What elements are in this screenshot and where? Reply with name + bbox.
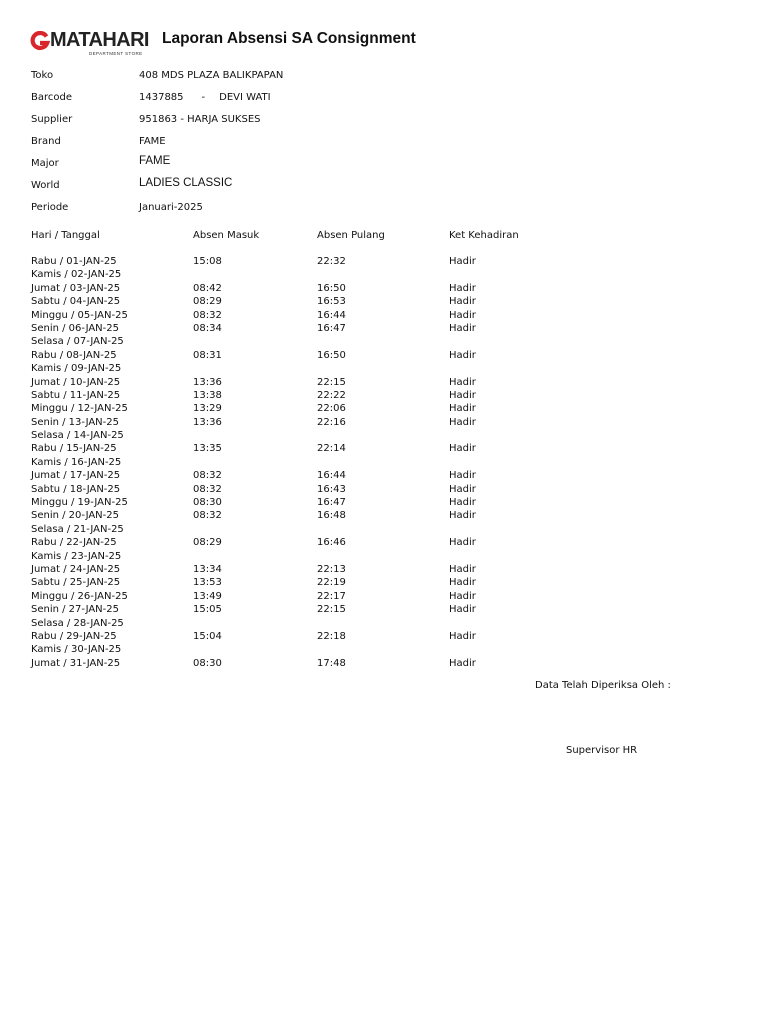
row-check-out: 16:50: [317, 282, 346, 294]
table-row: [31, 643, 731, 656]
info-value-barcode: [139, 92, 271, 103]
row-check-out: 16:50: [317, 349, 346, 361]
row-check-in: 15:04: [193, 630, 222, 642]
row-status: Hadir: [449, 577, 476, 589]
row-date: Rabu / 01-JAN-25: [31, 256, 117, 267]
row-check-in: 08:30: [193, 497, 222, 509]
row-check-in: 13:29: [193, 403, 222, 415]
row-check-in: 13:34: [193, 563, 222, 575]
row-check-out: 16:43: [317, 483, 346, 495]
row-status: Hadir: [449, 563, 476, 575]
row-check-in: 13:38: [193, 389, 222, 401]
row-check-out: 16:47: [317, 322, 346, 334]
row-status: Hadir: [449, 416, 476, 428]
row-check-out: 22:18: [317, 630, 346, 642]
row-status: Hadir: [449, 510, 476, 522]
row-status: Hadir: [449, 296, 476, 308]
table-row: [31, 496, 731, 509]
row-check-out: 22:19: [317, 577, 346, 589]
table-row: [31, 376, 731, 389]
row-status: Hadir: [449, 657, 476, 669]
row-status: Hadir: [449, 403, 476, 415]
table-row: [31, 509, 731, 522]
row-date: Senin / 20-JAN-25: [31, 510, 119, 522]
info-label: World: [31, 180, 60, 191]
row-check-out: 16:53: [317, 296, 346, 308]
report-header: [30, 26, 730, 60]
row-date: Selasa / 14-JAN-25: [31, 430, 124, 442]
row-date: Kamis / 09-JAN-25: [31, 363, 122, 375]
row-check-out: 22:32: [317, 256, 346, 267]
row-status: Hadir: [449, 309, 476, 321]
row-status: Hadir: [449, 389, 476, 401]
row-date: Jumat / 03-JAN-25: [31, 282, 121, 294]
table-row: [31, 389, 731, 402]
row-date: Sabtu / 18-JAN-25: [31, 483, 121, 495]
row-check-in: 08:32: [193, 510, 222, 522]
logo-subtext: DEPARTMENT STORE: [89, 51, 143, 56]
table-row: [31, 456, 731, 469]
table-row: [31, 550, 731, 563]
row-status: Hadir: [449, 590, 476, 602]
table-row: [31, 523, 731, 536]
row-check-in: 13:49: [193, 590, 222, 602]
row-date: Rabu / 08-JAN-25: [31, 349, 117, 361]
table-row: [31, 483, 731, 496]
info-label: Barcode: [31, 92, 72, 103]
row-status: Hadir: [449, 470, 476, 482]
row-status: Hadir: [449, 256, 476, 267]
info-label: Supplier: [31, 114, 73, 125]
employee-name: DEVI WATI: [219, 92, 271, 103]
row-status: Hadir: [449, 282, 476, 294]
row-status: Hadir: [449, 497, 476, 509]
table-row: [31, 255, 731, 268]
attendance-table-body: [31, 255, 731, 670]
row-check-in: 13:35: [193, 443, 222, 455]
row-date: Kamis / 30-JAN-25: [31, 644, 122, 656]
header-status: Ket Kehadiran: [449, 230, 519, 241]
row-status: Hadir: [449, 537, 476, 549]
row-check-out: 16:44: [317, 470, 346, 482]
row-check-in: 08:32: [193, 483, 222, 495]
matahari-logo-icon: [30, 31, 50, 51]
row-date: Minggu / 12-JAN-25: [31, 403, 128, 415]
row-status: Hadir: [449, 443, 476, 455]
info-value: FAME: [139, 155, 171, 167]
table-row: [31, 402, 731, 415]
table-row: [31, 362, 731, 375]
table-row: [31, 536, 731, 549]
table-row: [31, 309, 731, 322]
logo-wordmark: MATAHARI: [50, 29, 149, 51]
row-date: Rabu / 15-JAN-25: [31, 443, 117, 455]
row-date: Jumat / 17-JAN-25: [31, 470, 121, 482]
header-date: Hari / Tanggal: [31, 230, 100, 241]
supervisor-signature-label: Supervisor HR: [566, 745, 638, 756]
table-row: [31, 657, 731, 670]
row-check-in: 08:31: [193, 349, 222, 361]
row-date: Minggu / 26-JAN-25: [31, 590, 128, 602]
table-row: [31, 429, 731, 442]
table-row: [31, 322, 731, 335]
row-check-in: 15:05: [193, 604, 222, 616]
row-check-in: 08:29: [193, 537, 222, 549]
row-check-out: 22:15: [317, 376, 346, 388]
info-label: Major: [31, 158, 59, 169]
row-check-out: 22:06: [317, 403, 346, 415]
barcode-separator: -: [201, 92, 206, 103]
row-date: Kamis / 23-JAN-25: [31, 550, 122, 562]
table-row: [31, 617, 731, 630]
header-check-in: Absen Masuk: [193, 230, 260, 241]
row-status: Hadir: [449, 322, 476, 334]
table-row: [31, 416, 731, 429]
row-date: Kamis / 16-JAN-25: [31, 456, 122, 468]
row-status: Hadir: [449, 349, 476, 361]
table-row: [31, 576, 731, 589]
row-check-in: 08:30: [193, 657, 222, 669]
row-check-out: 22:13: [317, 563, 346, 575]
row-check-in: 13:53: [193, 577, 222, 589]
table-row: [31, 268, 731, 281]
row-date: Selasa / 28-JAN-25: [31, 617, 124, 629]
info-value: 951863 - HARJA SUKSES: [139, 114, 261, 125]
info-label: Brand: [31, 136, 61, 147]
row-status: Hadir: [449, 376, 476, 388]
table-row: [31, 349, 731, 362]
row-date: Rabu / 29-JAN-25: [31, 630, 117, 642]
table-row: [31, 442, 731, 455]
row-check-in: 13:36: [193, 376, 222, 388]
matahari-logo: [30, 28, 150, 58]
row-date: Senin / 13-JAN-25: [31, 416, 119, 428]
row-status: Hadir: [449, 483, 476, 495]
row-check-in: 08:29: [193, 296, 222, 308]
table-row: [31, 282, 731, 295]
row-date: Senin / 06-JAN-25: [31, 322, 119, 334]
row-check-out: 17:48: [317, 657, 346, 669]
row-check-in: 13:36: [193, 416, 222, 428]
table-row: [31, 335, 731, 348]
row-check-in: 08:32: [193, 309, 222, 321]
row-date: Selasa / 07-JAN-25: [31, 336, 124, 348]
row-status: Hadir: [449, 604, 476, 616]
row-date: Sabtu / 25-JAN-25: [31, 577, 121, 589]
info-value: FAME: [139, 136, 166, 147]
row-status: Hadir: [449, 630, 476, 642]
row-check-out: 16:47: [317, 497, 346, 509]
row-date: Sabtu / 04-JAN-25: [31, 296, 121, 308]
row-date: Senin / 27-JAN-25: [31, 604, 119, 616]
row-date: Jumat / 10-JAN-25: [31, 376, 121, 388]
info-value: LADIES CLASSIC: [139, 177, 233, 189]
table-row: [31, 590, 731, 603]
row-date: Sabtu / 11-JAN-25: [31, 389, 121, 401]
info-label: Toko: [31, 70, 54, 81]
row-check-in: 08:34: [193, 322, 222, 334]
report-title: Laporan Absensi SA Consignment: [162, 30, 416, 47]
row-check-out: 16:48: [317, 510, 346, 522]
table-row: [31, 630, 731, 643]
row-date: Minggu / 05-JAN-25: [31, 309, 128, 321]
info-label: Periode: [31, 202, 69, 213]
row-date: Jumat / 31-JAN-25: [31, 657, 121, 669]
barcode-number: 1437885: [139, 92, 184, 103]
row-check-in: 15:08: [193, 256, 222, 267]
row-check-out: 22:22: [317, 389, 346, 401]
row-check-out: 22:15: [317, 604, 346, 616]
info-value: 408 MDS PLAZA BALIKPAPAN: [139, 70, 284, 81]
row-check-out: 22:17: [317, 590, 346, 602]
row-check-out: 22:14: [317, 443, 346, 455]
row-date: Kamis / 02-JAN-25: [31, 269, 122, 281]
row-check-out: 16:44: [317, 309, 346, 321]
table-row: [31, 603, 731, 616]
row-date: Selasa / 21-JAN-25: [31, 523, 124, 535]
checked-by-label: Data Telah Diperiksa Oleh :: [535, 680, 671, 691]
row-date: Minggu / 19-JAN-25: [31, 497, 128, 509]
row-check-in: 08:42: [193, 282, 222, 294]
row-date: Rabu / 22-JAN-25: [31, 537, 117, 549]
row-check-out: 22:16: [317, 416, 346, 428]
header-check-out: Absen Pulang: [317, 230, 385, 241]
row-check-out: 16:46: [317, 537, 346, 549]
attendance-table-header: [31, 230, 731, 244]
table-row: [31, 469, 731, 482]
table-row: [31, 295, 731, 308]
info-value: Januari-2025: [139, 202, 203, 213]
row-check-in: 08:32: [193, 470, 222, 482]
row-date: Jumat / 24-JAN-25: [31, 563, 121, 575]
table-row: [31, 563, 731, 576]
